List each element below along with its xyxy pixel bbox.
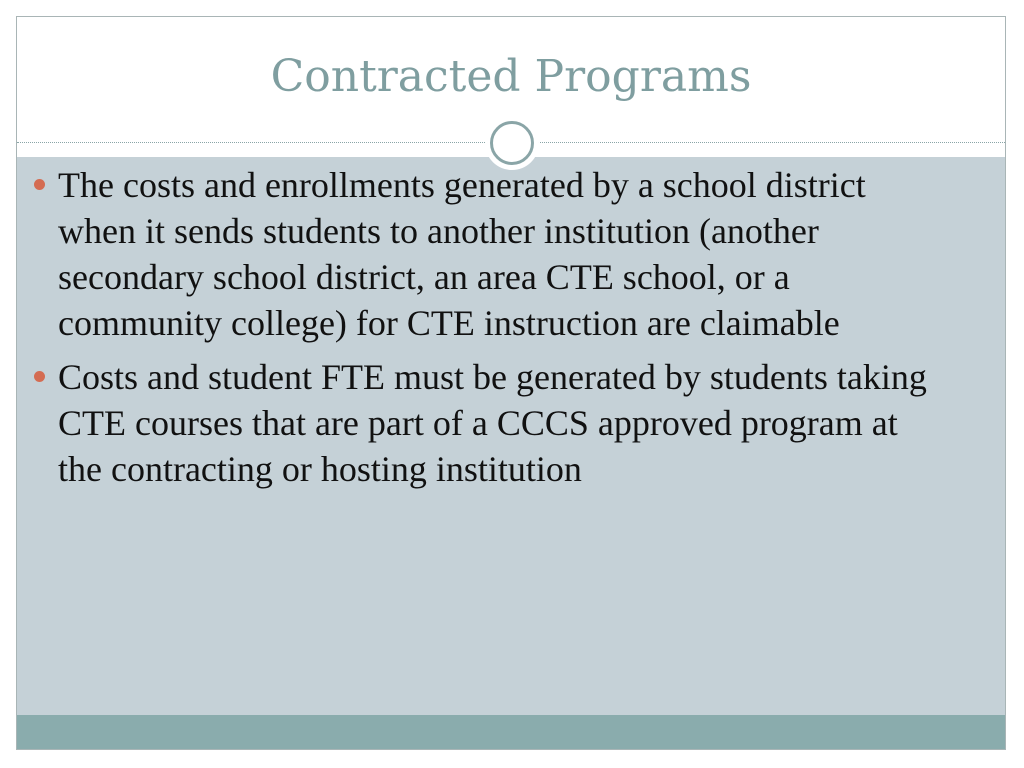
bullet-item [30,354,950,492]
bullet-text: Costs and student FTE must be generated by students taking CTE courses that are part of a CCCS approved program at the contracting or hosting institution [58,357,927,489]
bullet-dot-icon [34,371,45,382]
bullet-dot-icon [34,179,45,190]
bullet-list [30,162,950,500]
circle-ring-icon [490,121,534,165]
bullet-item [30,162,950,346]
slide-title: Contracted Programs [270,51,752,102]
footer-band [17,715,1005,750]
bullet-text: The costs and enrollments generated by a school district when it sends students to another institution (another secondary school district, an area CTE school, or a community college) for CTE instruction are claimable [58,165,866,343]
